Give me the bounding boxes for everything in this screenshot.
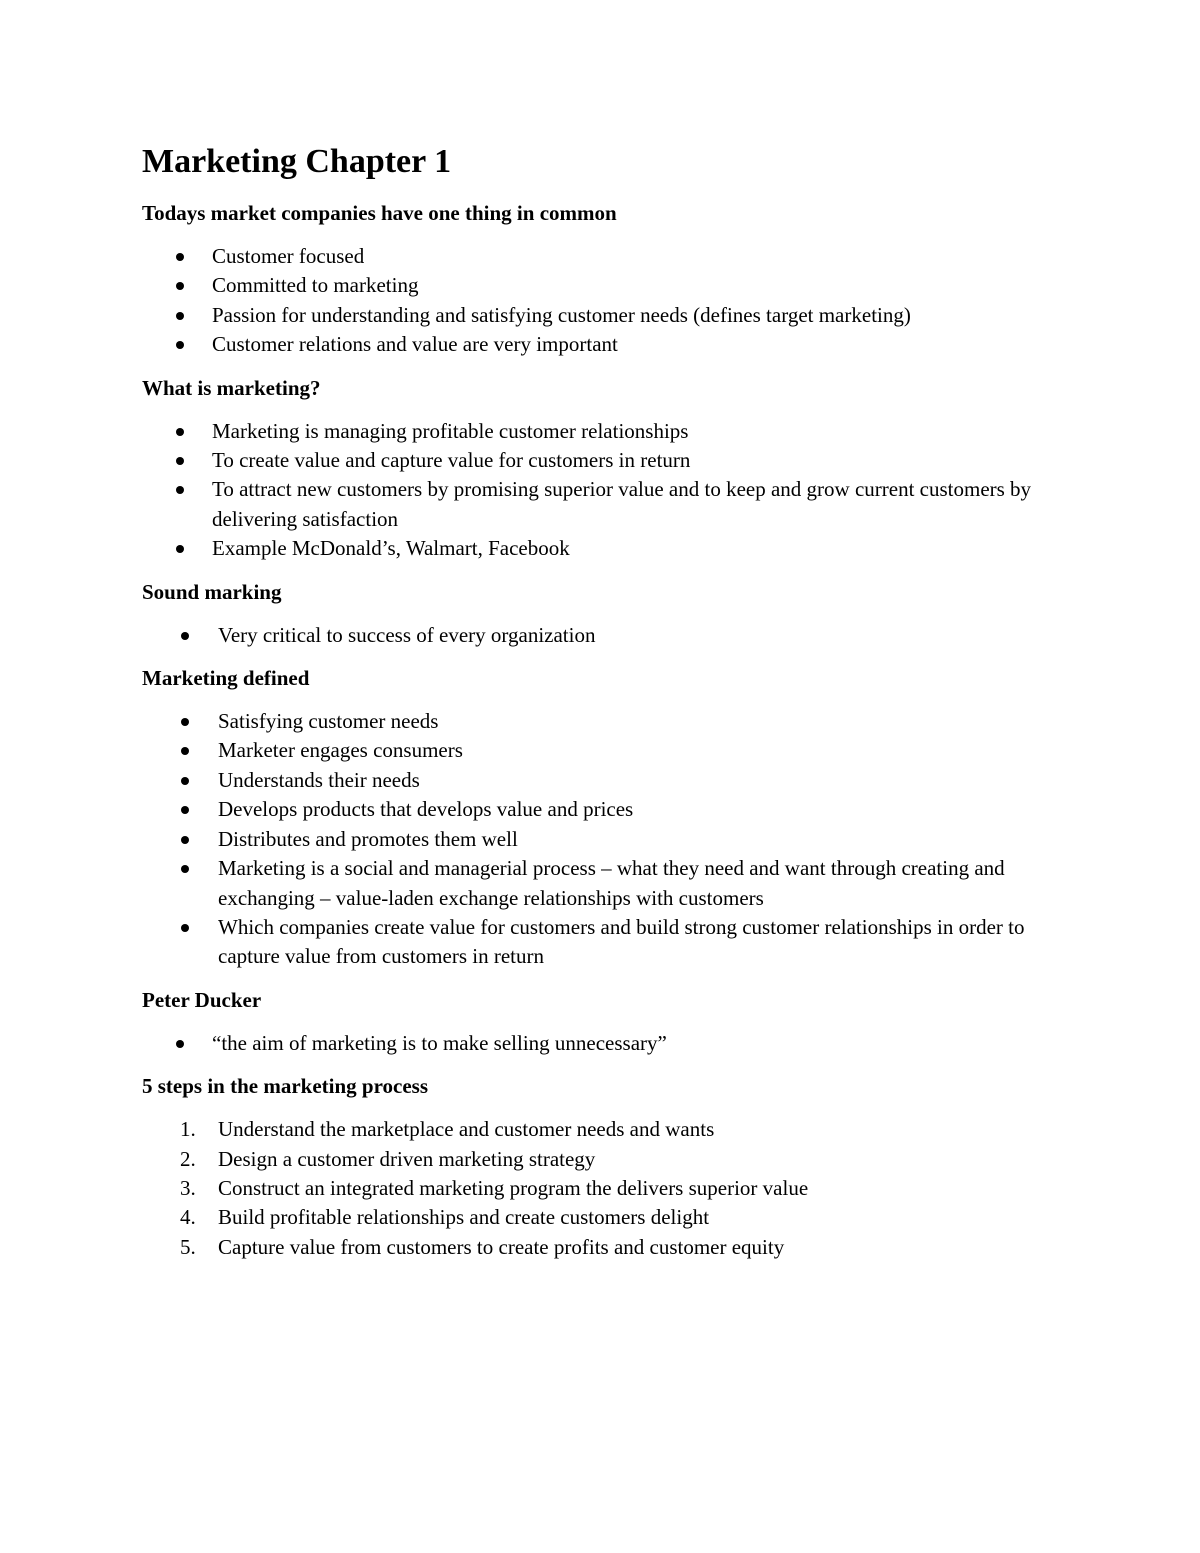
document-content (142, 141, 1062, 1276)
list-item (142, 242, 1062, 271)
list-item (142, 417, 1062, 446)
list-item (142, 621, 1062, 650)
bullet-icon (181, 924, 189, 932)
list-item (142, 854, 1062, 913)
bullet-icon (176, 545, 184, 553)
list-number: 5. (180, 1234, 196, 1259)
list-item (142, 475, 1062, 534)
document-title: Marketing Chapter 1 (142, 143, 452, 180)
bullet-icon (181, 836, 189, 844)
section-heading-marketing-defined: Marketing defined (142, 666, 310, 691)
bullet-icon (176, 282, 184, 290)
list-number: 3. (180, 1175, 196, 1200)
bullet-icon (176, 457, 184, 465)
list-item-text: Passion for understanding and satisfying customer needs (defines target marketing) (212, 302, 911, 327)
bullet-list-what-is-marketing (142, 417, 1062, 564)
section-heading-peter-ducker: Peter Ducker (142, 987, 262, 1012)
list-item-text: Marketer engages consumers (218, 738, 463, 763)
list-item-text: Very critical to success of every organization (218, 622, 596, 647)
list-item (142, 736, 1062, 765)
list-item-text: Build profitable relationships and create customers delight (218, 1205, 710, 1230)
list-item (142, 1174, 1062, 1203)
list-item (142, 330, 1062, 359)
list-item (142, 913, 1062, 972)
list-item (142, 766, 1062, 795)
bullet-list-marketing-defined (142, 707, 1062, 972)
bullet-icon (176, 1040, 184, 1048)
list-item (142, 825, 1062, 854)
list-item (142, 1233, 1062, 1262)
list-item (142, 271, 1062, 300)
list-item (142, 1203, 1062, 1232)
list-item-text: Develops products that develops value and prices (218, 797, 634, 822)
list-item-text: Understands their needs (218, 767, 420, 792)
section-heading-sound-marking: Sound marking (142, 579, 282, 604)
bullet-icon (176, 428, 184, 436)
list-item-text: Committed to marketing (212, 273, 419, 298)
list-number: 4. (180, 1205, 196, 1230)
list-item (142, 301, 1062, 330)
list-item (142, 1145, 1062, 1174)
list-item-text: Marketing is managing profitable customer relationships (212, 418, 689, 443)
bullet-icon (181, 777, 189, 785)
list-item-text: “the aim of marketing is to make selling unnecessary” (212, 1030, 667, 1055)
bullet-icon (181, 747, 189, 755)
list-item-text: Customer focused (212, 244, 365, 268)
list-item-text: Satisfying customer needs (218, 709, 439, 734)
bullet-icon (181, 806, 189, 814)
list-number: 1. (180, 1117, 196, 1142)
list-number: 2. (180, 1146, 196, 1171)
list-item (142, 446, 1062, 475)
list-item-text: Design a customer driven marketing strategy (218, 1146, 596, 1171)
list-item-text: Distributes and promotes them well (218, 826, 518, 851)
section-heading-common: Todays market companies have one thing in common (142, 201, 617, 225)
list-item (142, 707, 1062, 736)
bullet-icon (176, 486, 184, 494)
section-heading-what-is-marketing: What is marketing? (142, 375, 321, 400)
list-item (142, 534, 1062, 563)
section-heading-five-steps: 5 steps in the marketing process (142, 1074, 429, 1099)
list-item-text: Understand the marketplace and customer needs and wants (218, 1117, 715, 1142)
list-item (142, 1029, 1062, 1058)
numbered-list-five-steps (142, 1115, 1062, 1262)
list-item (142, 795, 1062, 824)
list-item-text: Which companies create value for customers and build strong customer relationships in order to capture value from customers in return (218, 914, 1025, 969)
bullet-icon (181, 632, 189, 640)
list-item-text: To attract new customers by promising superior value and to keep and grow current customers by delivering satisfaction (212, 477, 1032, 531)
bullet-icon (176, 312, 184, 320)
list-item-text: Construct an integrated marketing program the delivers superior value (218, 1175, 809, 1200)
bullet-icon (176, 253, 184, 261)
list-item-text: Example McDonald’s, Walmart, Facebook (212, 536, 570, 561)
list-item-text: To create value and capture value for customers in return (212, 448, 691, 473)
bullet-icon (181, 865, 189, 873)
list-item-text: Capture value from customers to create profits and customer equity (218, 1234, 785, 1259)
list-item (142, 1115, 1062, 1144)
list-item-text: Marketing is a social and managerial process – what they need and want through creating and exchanging – value-laden exchange relationships with customers (218, 856, 1005, 910)
bullet-icon (181, 718, 189, 726)
bullet-list-common (142, 242, 1062, 360)
bullet-icon (176, 341, 184, 349)
list-item-text: Customer relations and value are very important (212, 332, 618, 357)
bullet-list-sound-marking (142, 621, 1062, 650)
bullet-list-peter-ducker (142, 1029, 1062, 1058)
